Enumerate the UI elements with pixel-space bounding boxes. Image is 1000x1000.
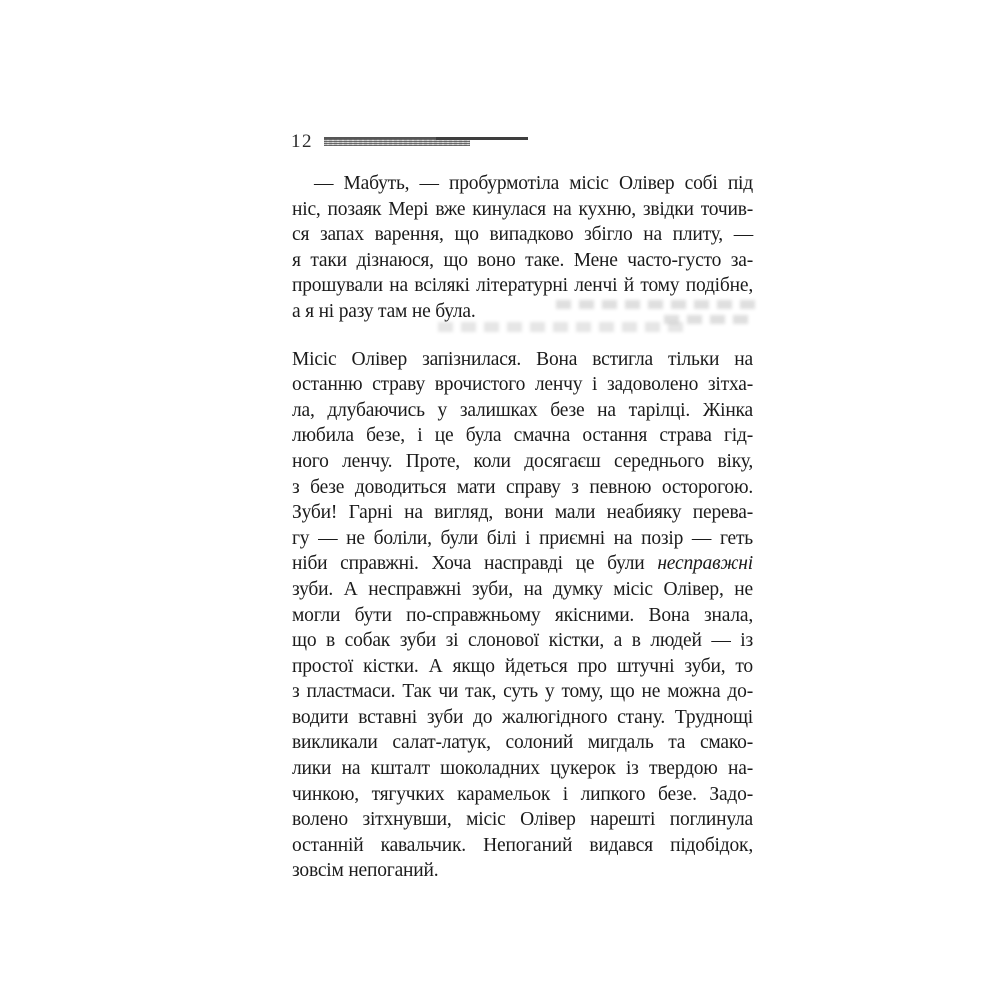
text-segment: лики на кшталт шоколадних цукерок із твердою на-: [292, 758, 753, 780]
text-line: [292, 526, 753, 552]
text-segment: я таки дізнаюся, що воно таке. Мене часто-густо за-: [292, 249, 753, 271]
text-segment: зовсім непоганий.: [292, 860, 439, 882]
text-segment: прошували на всілякі літературні ленчі й тому подібне,: [292, 275, 753, 297]
text-segment: викликали салат-латук, солоний мигдаль та смако-: [292, 732, 753, 754]
text-segment: ніс, позаяк Мері вже кинулася на кухню, звідки точив-: [292, 198, 753, 220]
text-line: [292, 782, 753, 808]
text-line: [292, 273, 753, 299]
text-segment: чинкою, тягучких карамельок і липкого безе. Задо-: [292, 783, 753, 805]
text-line: [292, 756, 753, 782]
text-segment: — Мабуть, — пробурмотіла місіс Олівер собі під: [314, 173, 753, 194]
text-segment: могли бути по-справжньому якісними. Вона знала,: [292, 604, 753, 626]
paragraph: [292, 347, 753, 884]
text-line: [292, 705, 753, 731]
text-line: [292, 551, 753, 577]
text-segment: а я ні разу там не була.: [292, 300, 476, 322]
header-rule-hatch-band: [324, 139, 470, 146]
text-line: [292, 248, 753, 274]
text-segment: зуби. А несправжні зуби, на думку місіс Олівер, не: [292, 578, 753, 600]
text-line: [292, 197, 753, 223]
text-line: [292, 372, 753, 398]
text-line: [292, 222, 753, 248]
text-segment: останній кавальчик. Непоганий видався підобідок,: [292, 834, 753, 856]
text-line: [292, 398, 753, 424]
text-segment: з безе доводиться мати справу з певною осторогою.: [292, 476, 753, 498]
text-column: [292, 171, 753, 884]
text-line: [292, 171, 753, 197]
text-segment: ного ленчу. Проте, коли досягаєш середнього віку,: [292, 450, 753, 472]
header-rule-ornament: [324, 137, 528, 148]
text-line: [292, 603, 753, 629]
page-number: 12: [291, 131, 313, 152]
text-segment: гу — не боліли, були білі і приємні на позір — геть: [292, 527, 753, 549]
text-segment: ся запах варення, що випадково збігло на плиту, —: [292, 224, 753, 246]
text-line: [292, 475, 753, 501]
text-line: [292, 679, 753, 705]
text-segment: Зуби! Гарні на вигляд, вони мали неабияку перева-: [292, 502, 753, 524]
italic-text-segment: несправжні: [657, 553, 753, 575]
text-line: [292, 449, 753, 475]
text-line: [292, 654, 753, 680]
text-line: [292, 500, 753, 526]
text-line: [292, 833, 753, 859]
text-segment: з пластмаси. Так чи так, суть у тому, що не можна до-: [292, 681, 753, 703]
text-segment: Місіс Олівер запізнилася. Вона встигла тільки на: [292, 348, 753, 370]
text-line: [292, 730, 753, 756]
text-segment: ніби справжні. Хоча насправді це були: [292, 553, 658, 575]
text-segment: любила безе, і це була смачна остання страва гід-: [292, 425, 753, 447]
paragraph: [292, 171, 753, 325]
text-segment: ла, длубаючись у залишках безе на тарілці. Жінка: [292, 399, 753, 421]
text-line: [292, 807, 753, 833]
text-segment: водити вставні зуби до жалюгідного стану. Труднощі: [292, 706, 753, 728]
text-segment: простої кістки. А якщо йдеться про штучні зуби, то: [292, 655, 753, 677]
header-rule-tail-line: [436, 137, 528, 140]
text-line: [292, 347, 753, 373]
text-line: [292, 577, 753, 603]
text-line: [292, 423, 753, 449]
text-line: [292, 628, 753, 654]
text-segment: останню страву врочистого ленчу і задоволено зітха-: [292, 374, 753, 396]
text-line: [292, 858, 753, 884]
text-segment: що в собак зуби зі слонової кістки, а в людей — із: [292, 630, 753, 652]
text-line: [292, 299, 753, 325]
text-segment: волено зітхнувши, місіс Олівер нарешті поглинула: [292, 809, 753, 831]
